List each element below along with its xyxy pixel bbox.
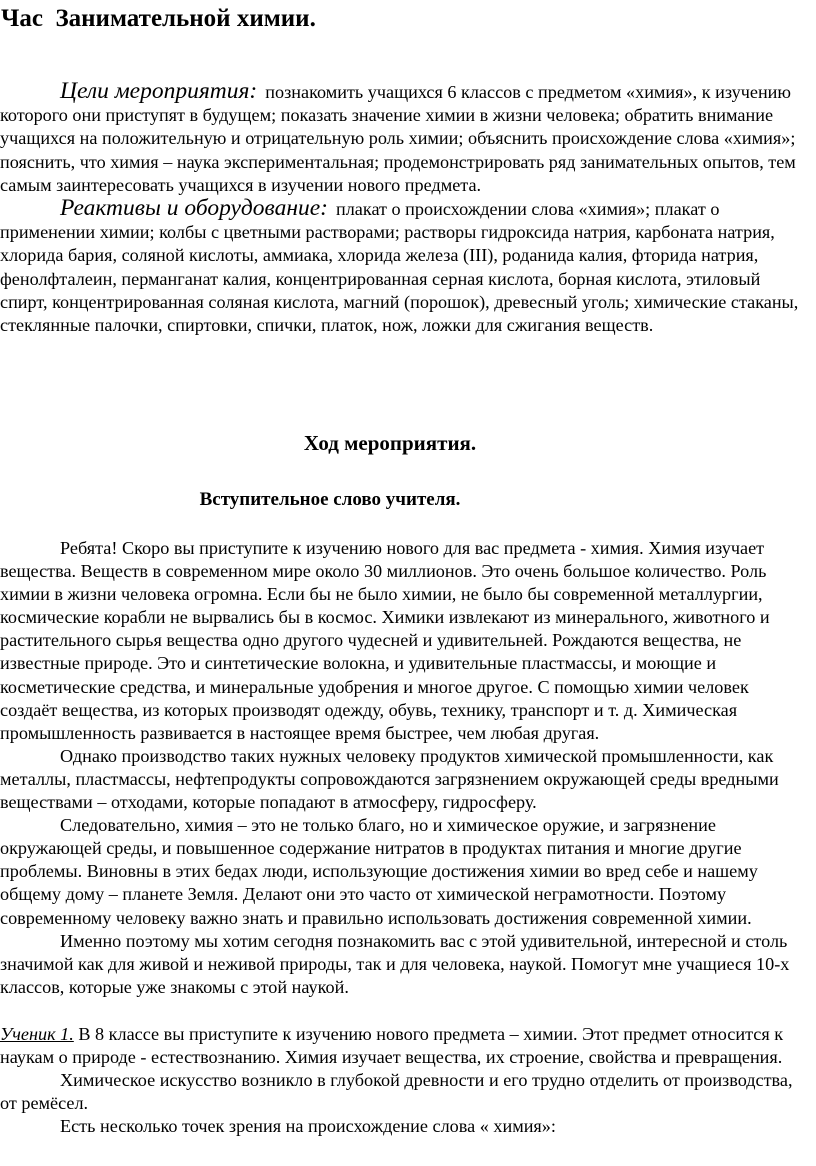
teacher-speech xyxy=(0,537,806,999)
speech-paragraph: Ребята! Скоро вы приступите к изучению нового для вас предмета - химия. Химия изучает вещества. Веществ в современном мире около 30 миллионов. Это очень большое количество. Роль химии в жизни человека огромна. Если бы не было химии, не было бы современной металлургии, космические корабли не вырвались бы в космос. Химики извлекают из минерального, животного и растительного сырья вещества одно другого чудесней и удивительней. Рождаются вещества, не известные природе. Это и синтетические волокна, и удивительные пластмассы, и моющие и косметические средства, и минеральные удобрения и многое другое. С помощью химии человек создаёт вещества, из которых производят одежду, обувь, технику, транспорт и т. д. Химическая промышленность развивается в настоящее время быстрее, чем любая другая. xyxy=(0,538,770,743)
goals-text: познакомить учащихся 6 классов с предметом «химия», к изучению которого они приступят в будущем; показать значение химии в жизни человека; обратить внимание учащихся на положительную и отрицательную роль химии; объяснить происхождение слова «химия»; пояснить, что химия – наука экспериментальная; продемонстрировать ряд занимательных опытов, тем самым заинтересовать учащихся в изучении нового предмета. xyxy=(0,82,796,195)
intro-heading: Вступительное слово учителя. xyxy=(199,489,461,510)
student-section xyxy=(0,1023,808,1138)
student-first-text: В 8 классе вы приступите к изучению нового предмета – химии. Этот предмет относится к наукам о природе - естествознанию. Химия изучает вещества, их строение, свойства и превращения. xyxy=(0,1024,784,1068)
speech-paragraph: Именно поэтому мы хотим сегодня познакомить вас с этой удивительной, интересной и столь значимой как для живой и неживой природы, так и для человека, наукой. Помогут мне учащиеся 10-х классов, которые уже знакомы с этой наукой. xyxy=(0,930,790,997)
student-paragraph: Химическое искусство возникло в глубокой древности и его трудно отделить от производства, от ремёсел. xyxy=(0,1070,793,1114)
reagents-text: плакат о происхождении слова «химия»; плакат о применении химии; колбы с цветными растворами; растворы гидроксида натрия, карбоната натрия, хлорида бария, соляной кислоты, аммиака, хлорида железа (III), роданида калия, фторида натрия, фенолфталеин, перманганат калия, концентрированная серная кислота, борная кислота, этиловый спирт, концентрированная соляная кислота, магний (порошок), древесный уголь; химические стаканы, стеклянные палочки, спиртовки, спички, платок, нож, ложки для сжигания веществ. xyxy=(0,199,799,336)
student-first-paragraph xyxy=(0,1023,808,1069)
reagents-label: Реактивы и оборудование: xyxy=(60,195,328,222)
student-paragraph: Есть несколько точек зрения на происхождение слова « химия»: xyxy=(60,1116,556,1137)
goals-section xyxy=(0,80,812,337)
goals-label: Цели мероприятия: xyxy=(60,78,258,104)
speech-paragraph: Следовательно, химия – это не только благо, но и химическое оружие, и загрязнение окружающей среды, и повышенное содержание нитратов в продуктах питания и многие другие проблемы. Виновны в этих бедах люди, использующие достижения химии во вред себе и нашему общему дому – планете Земля. Делают они это часто от химической неграмотности. Поэтому современному человеку важно знать и правильно использовать достижения современной химии. xyxy=(0,815,758,928)
speech-paragraph: Однако производство таких нужных человеку продуктов химической промышленности, как металлы, пластмассы, нефтепродукты сопровождаются загрязнением окружающей среды вредными веществами – отходами, которые попадают в атмосферу, гидросферу. xyxy=(0,745,779,813)
student-label: Ученик 1. xyxy=(0,1024,74,1044)
course-heading: Ход мероприятия. xyxy=(303,431,477,455)
document-title: Час Занимательной химии. xyxy=(1,5,316,32)
